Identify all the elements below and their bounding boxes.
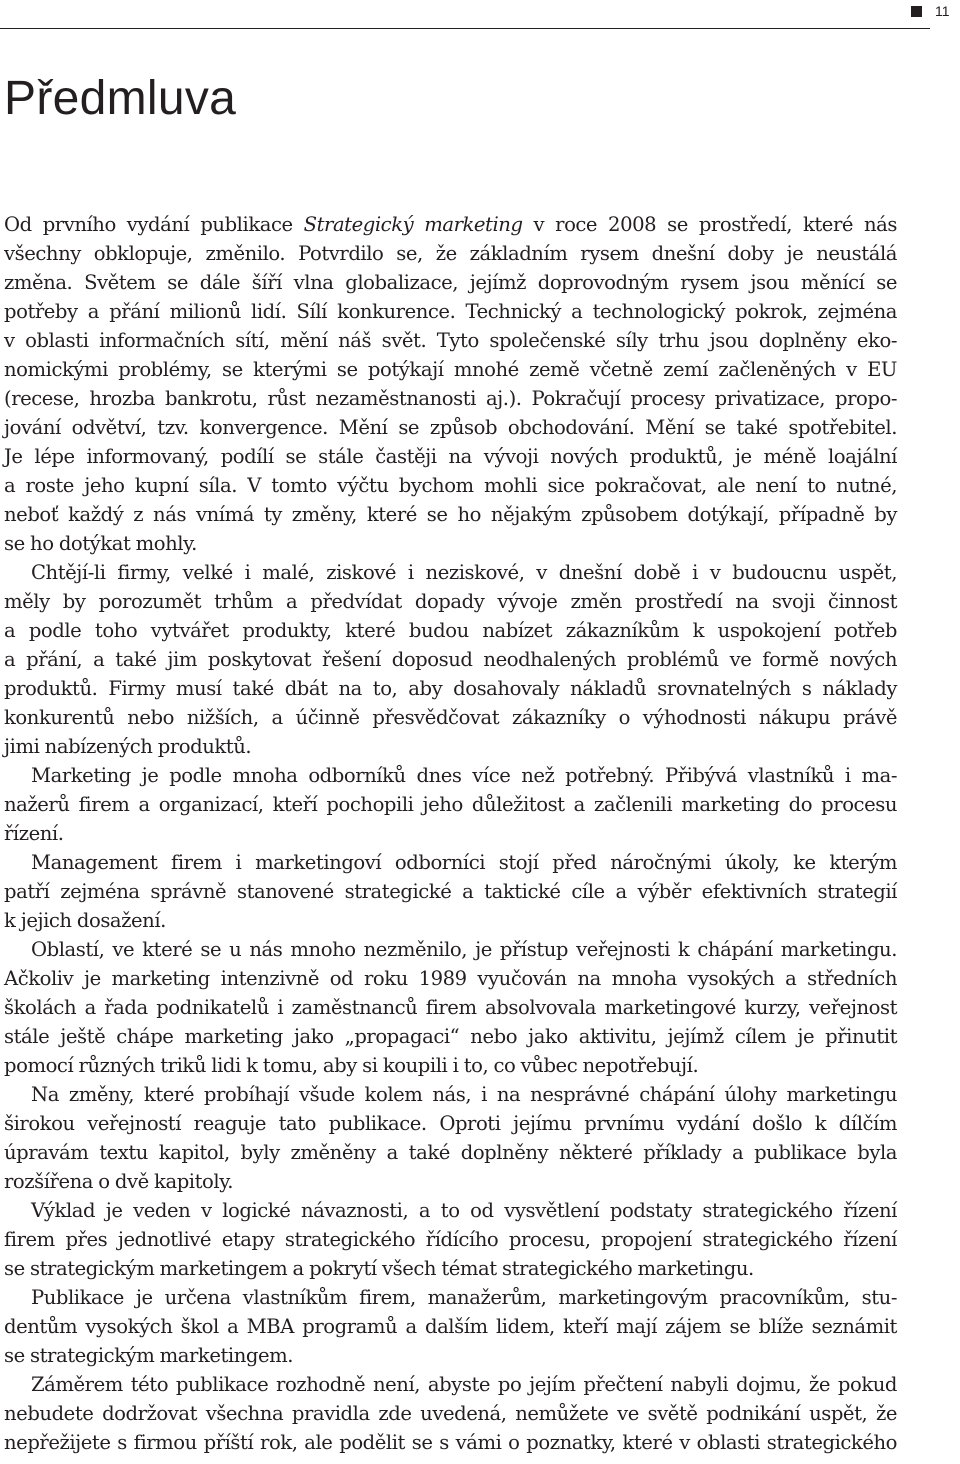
text-line: změna. Světem se dále šíří vlna globalizace, jejímž doprovodným rysem jsou měnící se xyxy=(4,271,897,294)
text-line: konkurentů nebo nižších, a účinně přesvědčovat zákazníky o výhodnosti nákupu právě xyxy=(4,706,897,729)
text-line: nažerů firem a organizací, kteří pochopili jeho důležitost a začlenili marketing do procesu xyxy=(4,793,897,816)
text-line: nepřežijete s firmou příští rok, ale podělit se s vámi o poznatky, které v oblasti strategického xyxy=(4,1431,897,1454)
text-line: Ačkoliv je marketing intenzivně od roku 1989 vyučován na mnoha vysokých a středních xyxy=(4,967,897,990)
header-rule xyxy=(0,28,930,29)
text-line: nomickými problémy, se kterými se potýkají mnohé země včetně zemí začleněných v EU xyxy=(4,358,897,381)
text-line: patří zejména správně stanovené strategické a taktické cíle a výběr efektivních strategií xyxy=(4,880,897,903)
text-line: rozšířena o dvě kapitoly. xyxy=(4,1170,234,1193)
text-line: Publikace je určena vlastníkům firem, manažerům, marketingovým pracovníkům, stu- xyxy=(31,1286,897,1309)
text-line: Management firem i marketingoví odborníci stojí před náročnými úkoly, ke kterým xyxy=(31,851,897,874)
text-line: Chtějí-li firmy, velké i malé, ziskové i neziskové, v dnešní době i v budoucnu uspět, xyxy=(31,561,897,584)
text-line: produktů. Firmy musí také dbát na to, aby dosahovaly nákladů srovnatelných s náklady xyxy=(4,677,897,700)
text-line: jimi nabízených produktů. xyxy=(4,735,252,758)
text-line: se ho dotýkat mohly. xyxy=(4,532,197,555)
text-line: Od prvního vydání publikace Strategický marketing v roce 2008 se prostředí, které nás xyxy=(4,213,898,236)
text-line: Oblastí, ve které se u nás mnoho nezměnilo, je přístup veřejnosti k chápání marketingu. xyxy=(31,938,897,961)
text-line: Je lépe informovaný, podílí se stále častěji na vývoji nových produktů, je méně loajální xyxy=(4,445,897,468)
text-line: řízení. xyxy=(4,822,64,845)
text-line: Záměrem této publikace rozhodně není, abyste po jejím přečtení nabyli dojmu, že pokud xyxy=(31,1373,897,1396)
text-line: a roste jeho kupní síla. V tomto výčtu bychom mohli sice pokračovat, ale není to nutné, xyxy=(4,474,897,497)
text-line: jování odvětví, tzv. konvergence. Mění se způsob obchodování. Mění se také spotřebitel. xyxy=(4,416,897,439)
text-line: Na změny, které probíhají všude kolem nás, i na nesprávné chápání úlohy marketingu xyxy=(31,1083,897,1106)
chapter-title: Předmluva xyxy=(4,72,237,125)
text-line: stále ještě chápe marketing jako „propagaci“ nebo jako aktivitu, jejímž cílem je přinutit xyxy=(4,1025,897,1048)
text-line: úpravám textu kapitol, byly změněny a také doplněny některé příklady a publikace byla xyxy=(4,1141,897,1164)
text-line: Marketing je podle mnoha odborníků dnes více než potřebný. Přibývá vlastníků i ma- xyxy=(31,764,897,787)
text-line: (recese, hrozba bankrotu, růst nezaměstnanosti aj.). Pokračují procesy privatizace, propo- xyxy=(4,387,897,410)
text-line: k jejich dosažení. xyxy=(4,909,166,932)
text-line: širokou veřejností reaguje tato publikace. Oproti jejímu prvnímu vydání došlo k dílčím xyxy=(4,1112,897,1135)
text-line: pomocí různých triků lidi k tomu, aby si koupili i to, co vůbec nepotřebují. xyxy=(4,1054,699,1077)
page-header xyxy=(0,0,960,34)
text-line: v oblasti informačních sítí, mění náš svět. Tyto společenské síly trhu jsou doplněny eko- xyxy=(4,329,897,352)
text-line: a přání, a také jim poskytovat řešení doposud neodhalených problémů ve formě nových xyxy=(4,648,897,671)
text-line: dentům vysokých škol a MBA programů a dalším lidem, kteří mají zájem se blíže seznámit xyxy=(4,1315,897,1338)
text-line: potřeby a přání milionů lidí. Sílí konkurence. Technický a technologický pokrok, zejména xyxy=(4,300,897,323)
text-line: nebudete dodržovat všechna pravidla zde uvedená, nemůžete ve světě podnikání uspět, že xyxy=(4,1402,897,1425)
header-marker-square xyxy=(911,6,922,17)
page-number: 11 xyxy=(935,3,950,19)
text-line: se strategickým marketingem a pokrytí všech témat strategického marketingu. xyxy=(4,1257,754,1280)
publication-title: Strategický marketing xyxy=(303,213,523,236)
text-line: Výklad je veden v logické návaznosti, a to od vysvětlení podstaty strategického řízení xyxy=(31,1199,897,1222)
text-line: školách a řada podnikatelů i zaměstnanců firem absolvovala marketingové kurzy, veřejnost xyxy=(4,996,897,1019)
text-line: měly by porozumět trhům a předvídat dopady vývoje změn prostředí na svoji činnost xyxy=(4,590,897,613)
body-text xyxy=(4,210,897,1457)
text-line: se strategickým marketingem. xyxy=(4,1344,294,1367)
text-line: firem přes jednotlivé etapy strategického řídícího procesu, propojení strategického řízení xyxy=(4,1228,897,1251)
text-line: a podle toho vytvářet produkty, které budou nabízet zákazníkům k uspokojení potřeb xyxy=(4,619,897,642)
text-line: všechny obklopuje, změnilo. Potvrdilo se, že základním rysem dnešní doby je neustálá xyxy=(4,242,897,265)
text-line: neboť každý z nás vnímá ty změny, které se ho nějakým způsobem dotýkají, případně by xyxy=(4,503,897,526)
